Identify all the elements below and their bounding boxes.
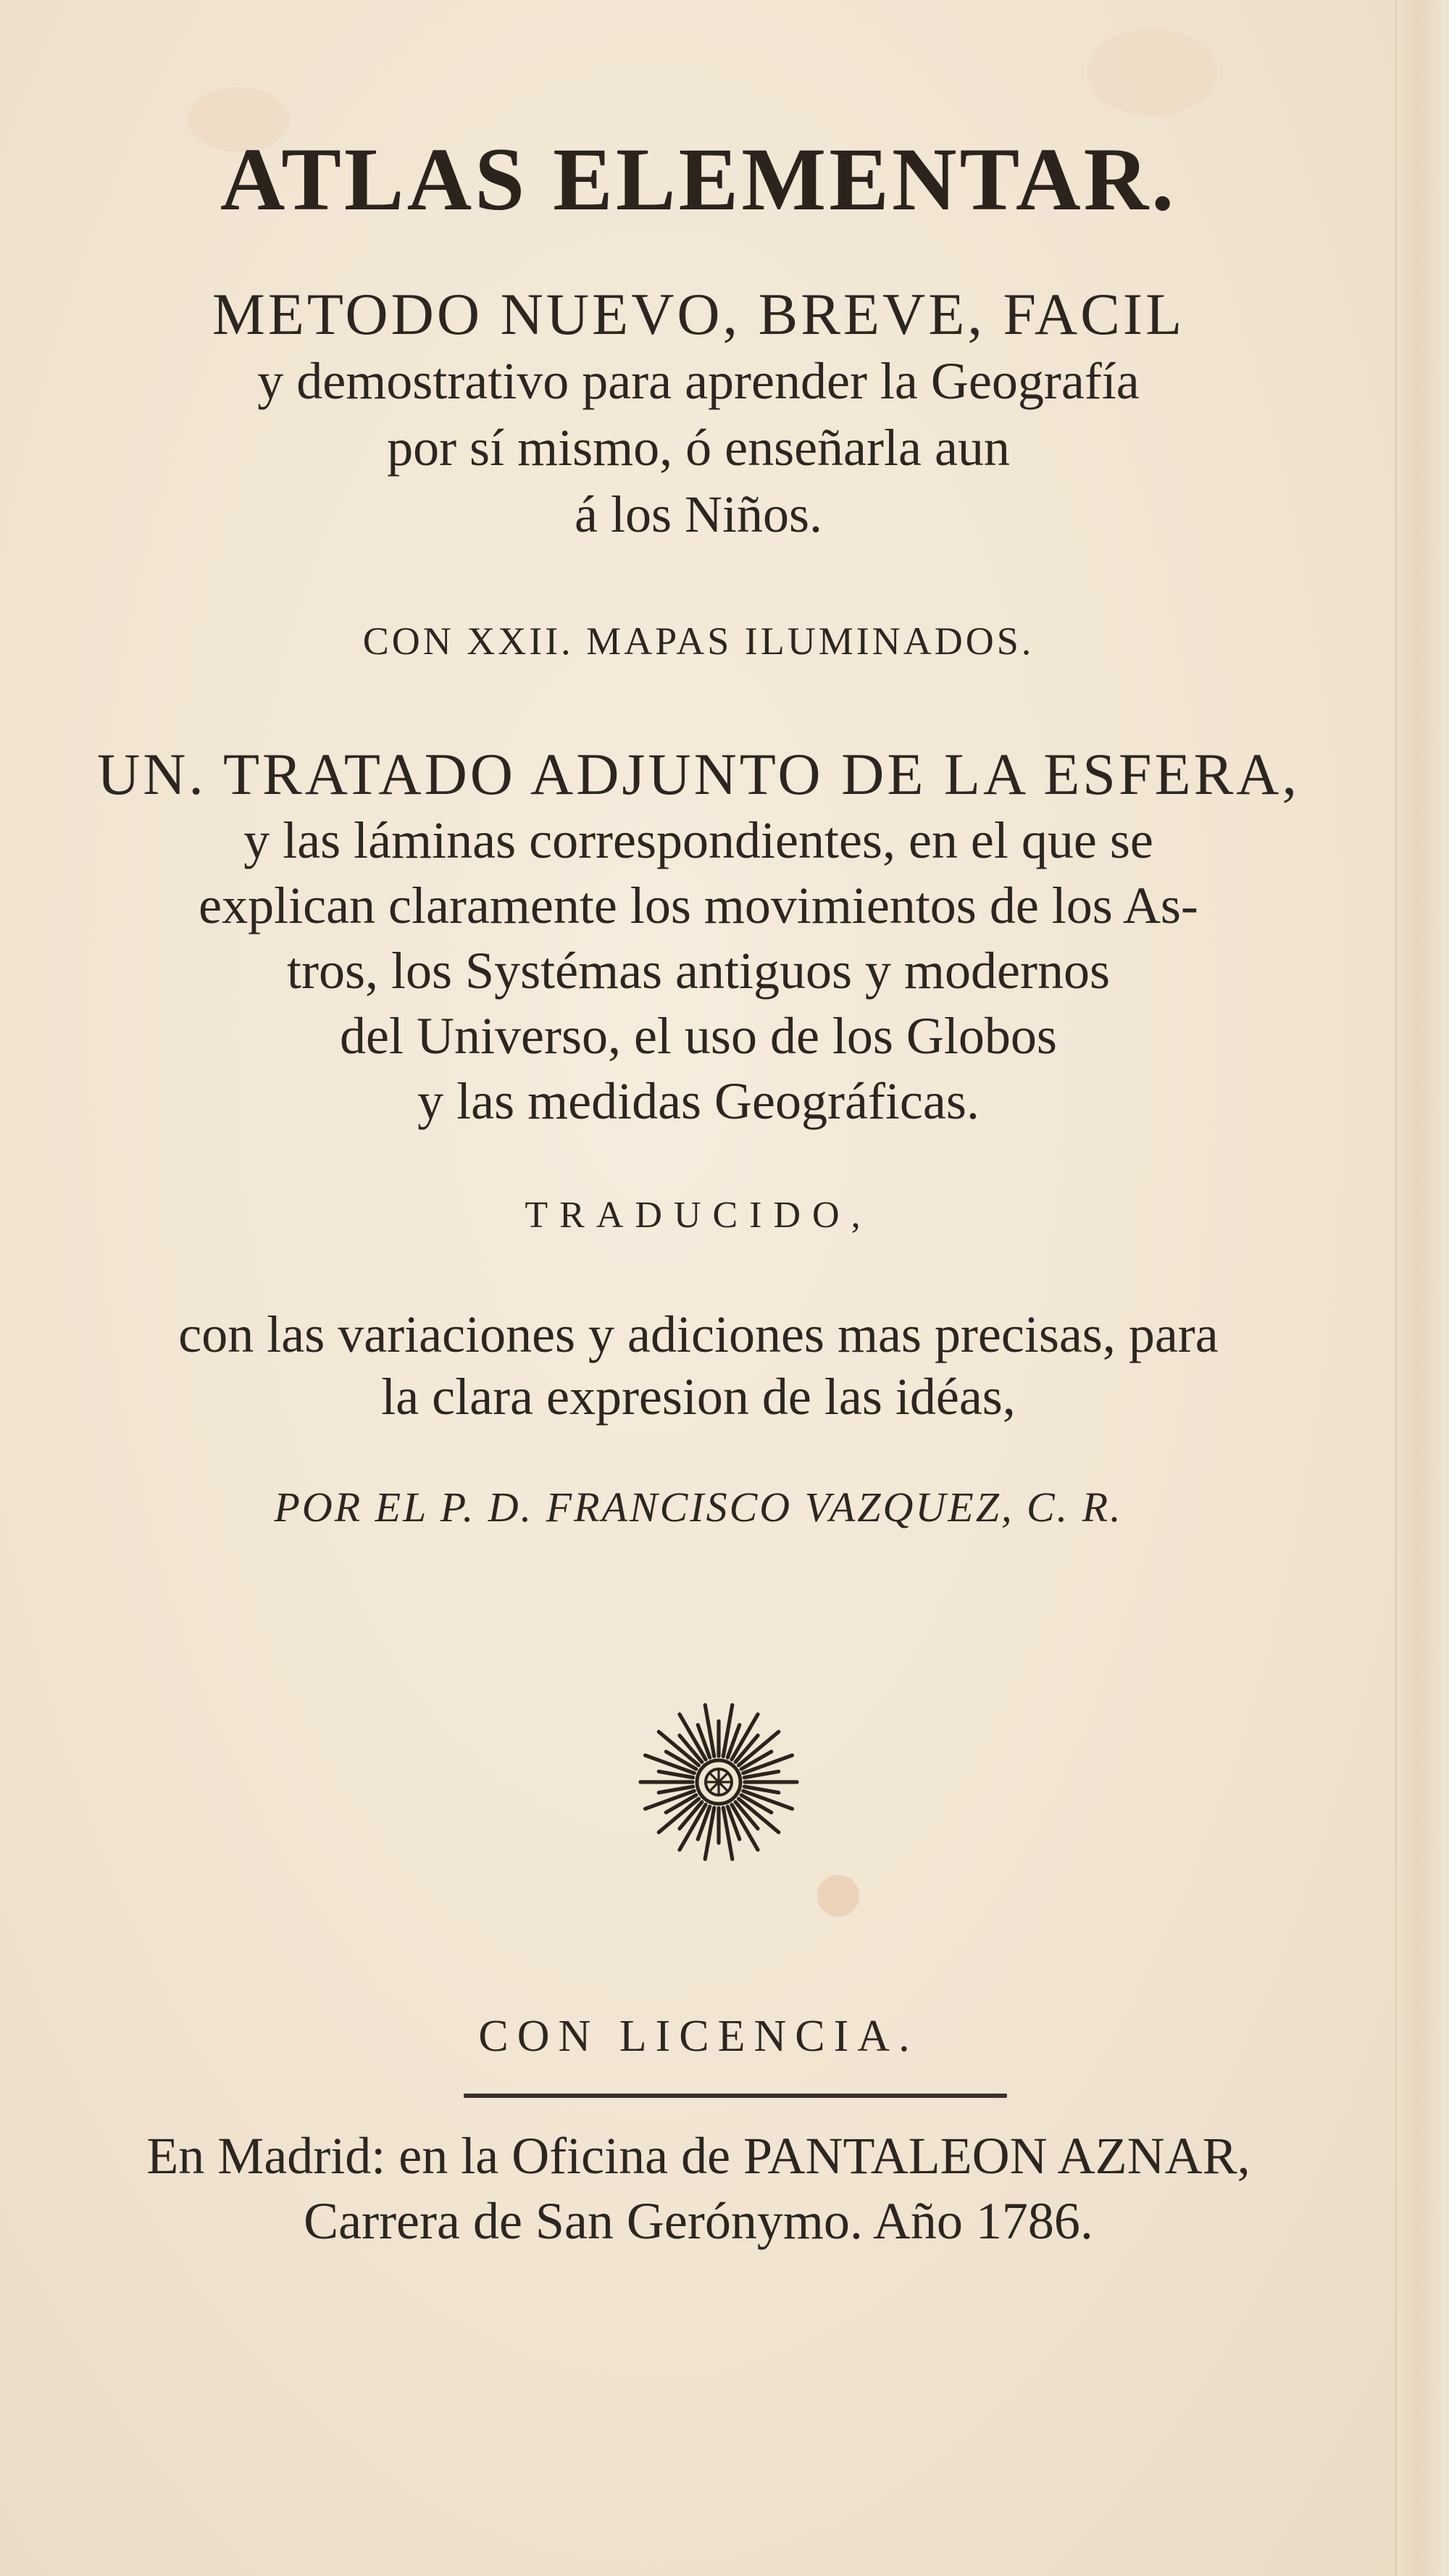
horizontal-rule <box>464 2094 1007 2098</box>
sun-ornament-icon <box>632 1695 806 1869</box>
treatise-line-6: y las medidas Geográficas. <box>417 1072 980 1130</box>
treatise-line-4: tros, los Systémas antiguos y modernos <box>287 942 1110 1000</box>
author-line: POR EL P. D. FRANCISCO VAZQUEZ, C. R. <box>274 1484 1123 1531</box>
license-line: CON LICENCIA. <box>478 2012 919 2061</box>
foxing-stain <box>1087 29 1217 116</box>
imprint-line-2: Carrera de San Gerónymo. Año 1786. <box>304 2192 1093 2250</box>
imprint-line-1: En Madrid: en la Oficina de PANTALEON AZNAR, <box>146 2127 1250 2185</box>
subtitle-line-1: METODO NUEVO, BREVE, FACIL <box>212 281 1185 347</box>
page-edge <box>1395 0 1449 2576</box>
variations-line-2: la clara expresion de las idéas, <box>381 1368 1016 1426</box>
treatise-line-1: UN. TRATADO ADJUNTO DE LA ESFERA, <box>96 741 1300 807</box>
subtitle-line-4: á los Niños. <box>575 485 822 543</box>
treatise-line-5: del Universo, el uso de los Globos <box>340 1007 1057 1065</box>
translated-label: TRADUCIDO, <box>525 1195 872 1236</box>
book-title: ATLAS ELEMENTAR. <box>220 130 1177 229</box>
treatise-line-3: explican claramente los movimientos de los As- <box>199 877 1198 934</box>
variations-line-1: con las variaciones y adiciones mas precisas, para <box>178 1305 1219 1363</box>
subtitle-line-3: por sí mismo, ó enseñarla aun <box>387 419 1010 477</box>
maps-line: CON XXII. MAPAS ILUMINADOS. <box>362 619 1035 663</box>
foxing-stain <box>817 1875 859 1917</box>
treatise-line-2: y las láminas correspondientes, en el que se <box>243 811 1153 869</box>
subtitle-line-2: y demostrativo para aprender la Geografía <box>257 352 1140 410</box>
